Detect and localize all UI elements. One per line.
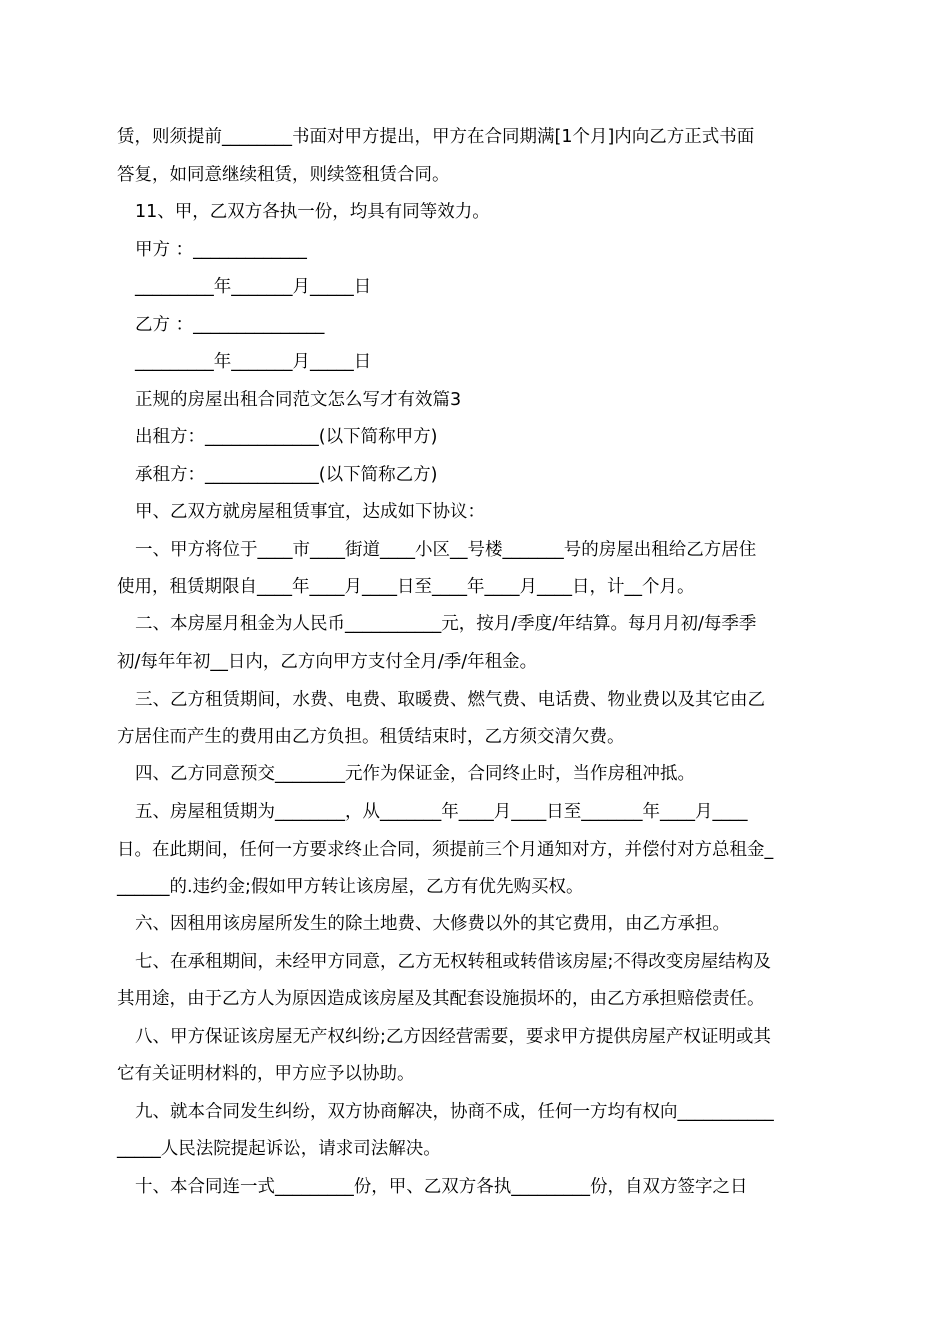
party-a-date: _________年_______月_____日	[135, 277, 372, 297]
paragraph-line: 它有关证明材料的，甲方应予以协助。	[117, 1064, 415, 1084]
paragraph-line: 日。在此期间，任何一方要求终止合同，须提前三个月通知对方，并偿付对方总租金_	[117, 840, 774, 860]
paragraph-line: 赁，则须提前________书面对甲方提出，甲方在合同期满[1个月]内向乙方正式书面	[117, 127, 755, 147]
section-title: 正规的房屋出租合同范文怎么写才有效篇3	[135, 390, 462, 410]
paragraph-line: 答复，如同意继续租赁，则续签租赁合同。	[117, 165, 450, 185]
clause-4: 四、乙方同意预交________元作为保证金，合同终止时，当作房租冲抵。	[135, 764, 695, 784]
paragraph-line: 初/每年年初__日内，乙方向甲方支付全月/季/年租金。	[117, 652, 538, 672]
clause-10: 十、本合同连一式_________份，甲、乙双方各执_________份，自双方签字之日	[135, 1177, 748, 1197]
paragraph-line: ______的.违约金;假如甲方转让该房屋，乙方有优先购买权。	[117, 877, 584, 897]
lessor-line: 出租方：_____________(以下简称甲方)	[135, 427, 438, 447]
paragraph-line: 其用途，由于乙方人为原因造成该房屋及其配套设施损坏的，由乙方承担赔偿责任。	[117, 989, 765, 1009]
paragraph-line: 方居住而产生的费用由乙方负担。租赁结束时，乙方须交清欠费。	[117, 727, 625, 747]
clause-7: 七、在承租期间，未经甲方同意，乙方无权转租或转借该房屋;不得改变房屋结构及	[135, 952, 771, 972]
clause-8: 八、甲方保证该房屋无产权纠纷;乙方因经营需要，要求甲方提供房屋产权证明或其	[135, 1027, 771, 1047]
lessee-line: 承租方：_____________(以下简称乙方)	[135, 465, 438, 485]
clause-9: 九、就本合同发生纠纷，双方协商解决，协商不成，任何一方均有权向___________	[135, 1102, 774, 1122]
party-a-signature: 甲方 ：_____________	[135, 240, 307, 260]
clause-11: 11、甲，乙双方各执一份，均具有同等效力。	[135, 202, 490, 222]
clause-6: 六、因租用该房屋所发生的除土地费、大修费以外的其它费用，由乙方承担。	[135, 914, 730, 934]
paragraph-line: _____人民法院提起诉讼，请求司法解决。	[117, 1139, 441, 1159]
party-b-signature: 乙方 ：_______________	[135, 315, 325, 335]
party-b-date: _________年_______月_____日	[135, 352, 372, 372]
paragraph-line: 使用，租赁期限自____年____月____日至____年____月____日，计__个月。	[117, 577, 695, 597]
clause-1: 一、甲方将位于____市____街道____小区__号楼_______号的房屋出租给乙方居住	[135, 540, 757, 560]
clause-2: 二、本房屋月租金为人民币___________元，按月/季度/年结算。每月月初/每季季	[135, 614, 757, 634]
agreement-intro: 甲、乙双方就房屋租赁事宜，达成如下协议：	[135, 502, 485, 522]
clause-3: 三、乙方租赁期间，水费、电费、取暖费、燃气费、电话费、物业费以及其它由乙	[135, 690, 765, 710]
clause-5: 五、房屋租赁期为________，从_______年____月____日至_______年____月____	[135, 802, 748, 822]
